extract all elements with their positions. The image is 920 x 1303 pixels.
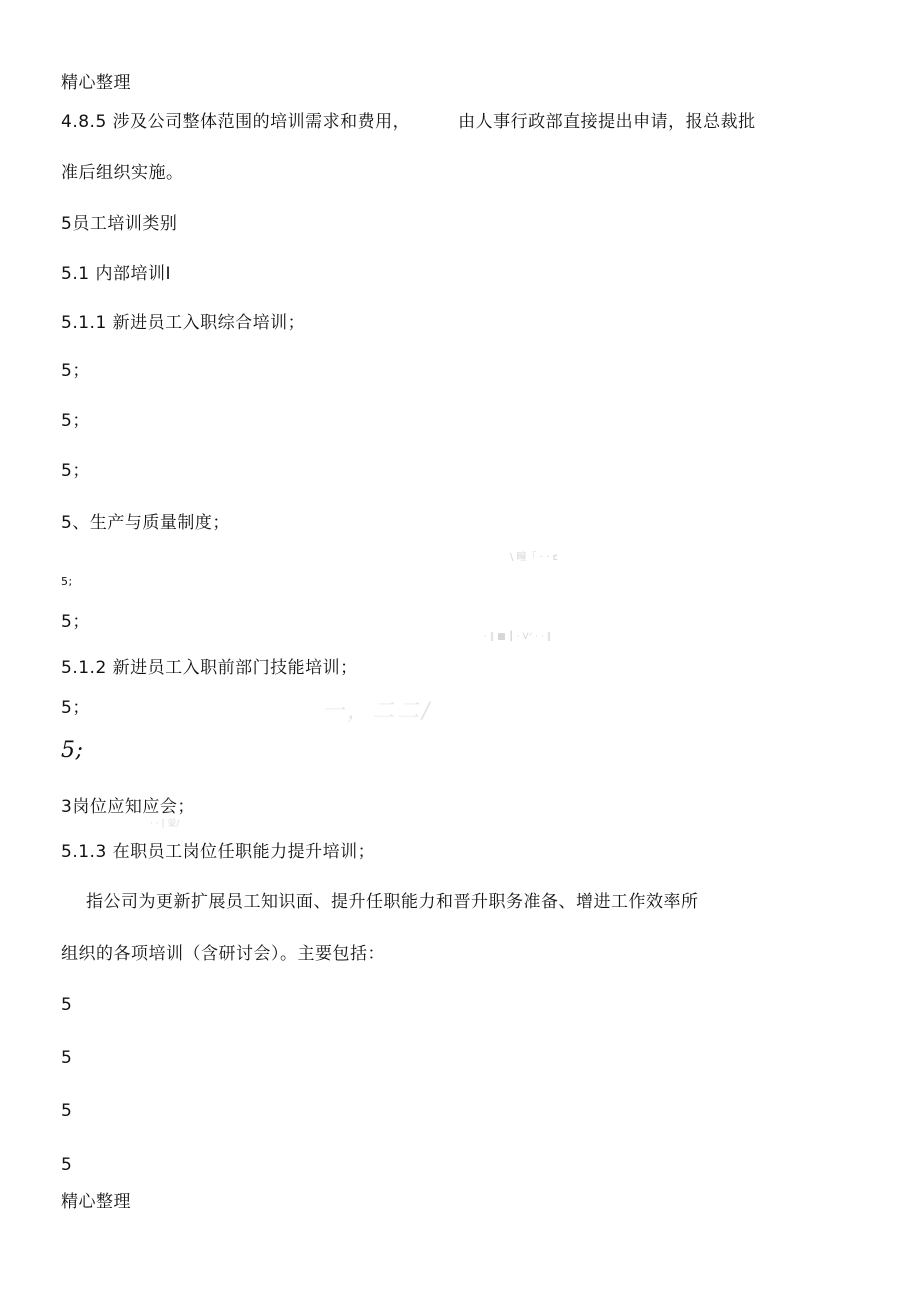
item-5-1-2: 5.1.2 新进员工入职前部门技能培训； — [61, 658, 358, 678]
section-5-title: 5员工培训类别 — [61, 214, 178, 234]
scan-artifact: \ 疃「 · · ε — [510, 552, 558, 563]
scan-artifact: · · | 蒙/ — [150, 819, 180, 829]
list-item: 5； — [61, 612, 90, 632]
list-item-post-knowledge: 3岗位应知应会； — [61, 797, 195, 817]
paragraph-4-8-5-part2: 由人事行政部直接提出申请，报总裁批 — [458, 112, 756, 132]
paragraph-4-8-5 — [61, 111, 756, 133]
list-item: 5； — [61, 461, 90, 481]
list-item: 5 — [61, 1155, 73, 1175]
item-5-1-1: 5.1.1 新进员工入职综合培训； — [61, 313, 306, 333]
item-5-1-3: 5.1.3 在职员工岗位任职能力提升培训； — [61, 842, 376, 862]
list-item: 5; — [61, 738, 84, 763]
list-item: 5; — [61, 575, 73, 588]
list-item: 5； — [61, 411, 90, 431]
paragraph-5-1-3-body-continued: 组织的各项培训（含研讨会）。主要包括： — [61, 944, 385, 964]
paragraph-4-8-5-continued: 准后组织实施。 — [61, 163, 184, 183]
list-item: 5 — [61, 1101, 73, 1121]
list-item: 5； — [61, 698, 90, 718]
page-footer: 精心整理 — [61, 1192, 131, 1212]
list-item: 5； — [61, 361, 90, 381]
list-item: 5 — [61, 995, 73, 1015]
list-item: 5 — [61, 1048, 73, 1068]
scan-artifact: 一，二二/ — [322, 699, 433, 724]
list-item-production-quality: 5、生产与质量制度； — [61, 513, 230, 533]
scan-artifact: · ‖ ■ ┃ · ᐯᐟ · · ‖ — [484, 632, 552, 642]
page-header: 精心整理 — [61, 73, 131, 93]
section-5-1-title: 5.1 内部培训Ⅰ — [61, 264, 171, 284]
paragraph-4-8-5-part1: 4.8.5 涉及公司整体范围的培训需求和费用， — [61, 112, 411, 132]
paragraph-5-1-3-body: 指公司为更新扩展员工知识面、提升任职能力和晋升职务准备、增进工作效率所 — [86, 892, 699, 912]
